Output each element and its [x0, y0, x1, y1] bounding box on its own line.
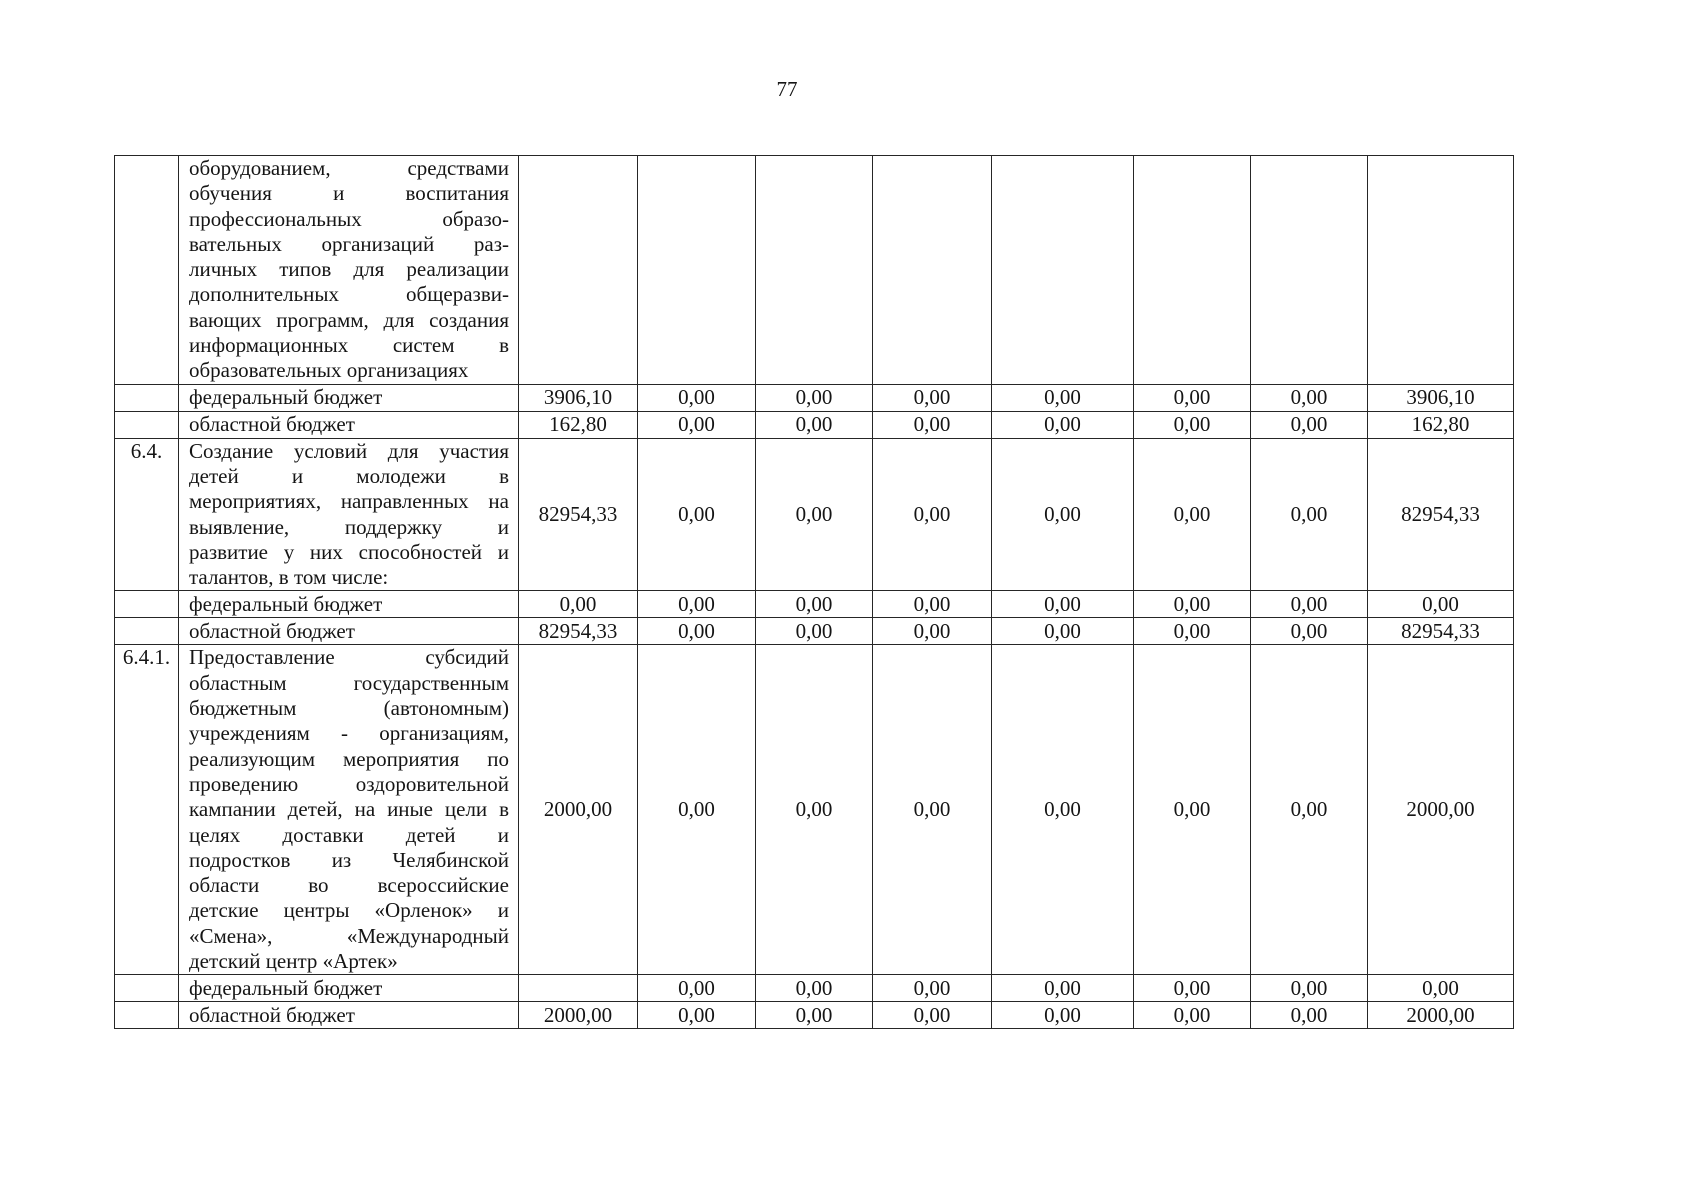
description-cell [179, 411, 519, 438]
value-cell: 2000,00 [1368, 1002, 1514, 1029]
value-cell: 0,00 [873, 618, 992, 645]
description-line: профессиональных образо- [189, 206, 509, 231]
value-cell: 0,00 [756, 1002, 873, 1029]
value-cell: 0,00 [1251, 384, 1368, 411]
value-cell [1134, 156, 1251, 385]
description-line: личных типов для реализации [189, 257, 509, 282]
value-cell: 0,00 [638, 1002, 756, 1029]
value-cell: 82954,33 [1368, 438, 1514, 591]
value-cell: 0,00 [873, 975, 992, 1002]
description-line: области во всероссийские [189, 873, 509, 898]
value-cell: 0,00 [873, 438, 992, 591]
description-line: федеральный бюджет [189, 591, 383, 616]
value-cell: 0,00 [638, 975, 756, 1002]
value-cell: 2000,00 [1368, 645, 1514, 975]
description-line: выявление, поддержку и [189, 514, 509, 539]
item-number-cell: 6.4. [115, 438, 179, 591]
table-row [115, 156, 1514, 385]
description-cell [179, 438, 519, 591]
item-number-cell: 6.4.1. [115, 645, 179, 975]
value-cell: 0,00 [1251, 645, 1368, 975]
value-cell: 82954,33 [1368, 618, 1514, 645]
value-cell: 0,00 [1134, 1002, 1251, 1029]
description-line: информационных систем в [189, 333, 509, 358]
value-cell: 0,00 [992, 591, 1134, 618]
table-body [115, 156, 1514, 1029]
description-line: целях доставки детей и [189, 822, 509, 847]
value-cell: 0,00 [1251, 591, 1368, 618]
description-line: детские центры «Орленок» и [189, 898, 509, 923]
page-number: 77 [776, 77, 798, 101]
value-cell: 0,00 [1134, 411, 1251, 438]
value-cell [638, 156, 756, 385]
value-cell: 0,00 [638, 384, 756, 411]
table-row [115, 411, 1514, 438]
description-line: «Смена», «Международный [189, 923, 509, 948]
value-cell: 0,00 [756, 645, 873, 975]
value-cell: 0,00 [873, 411, 992, 438]
item-number-cell [115, 411, 179, 438]
value-cell: 0,00 [1251, 438, 1368, 591]
value-cell: 0,00 [756, 618, 873, 645]
description-cell [179, 645, 519, 975]
value-cell: 0,00 [992, 384, 1134, 411]
description-line: вающих программ, для создания [189, 307, 509, 332]
value-cell: 0,00 [638, 411, 756, 438]
value-cell: 2000,00 [519, 645, 638, 975]
table-row [115, 618, 1514, 645]
description-line: бюджетным (автономным) [189, 696, 509, 721]
value-cell: 0,00 [873, 591, 992, 618]
description-cell [179, 618, 519, 645]
value-cell: 0,00 [992, 975, 1134, 1002]
description-line: развитие у них способностей и [189, 539, 509, 564]
value-cell: 0,00 [1251, 618, 1368, 645]
description-line: областной бюджет [189, 1002, 355, 1027]
value-cell: 0,00 [638, 591, 756, 618]
value-cell: 0,00 [756, 438, 873, 591]
description-line: федеральный бюджет [189, 385, 383, 410]
item-number-cell [115, 975, 179, 1002]
table-row [115, 645, 1514, 975]
description-line: детский центр «Артек» [189, 949, 398, 974]
description-line: мероприятиях, направленных на [189, 489, 509, 514]
value-cell: 0,00 [1251, 411, 1368, 438]
value-cell: 0,00 [992, 1002, 1134, 1029]
description-line: талантов, в том числе: [189, 565, 389, 590]
value-cell: 0,00 [1134, 975, 1251, 1002]
description-line: областным государственным [189, 670, 509, 695]
value-cell: 0,00 [992, 645, 1134, 975]
value-cell: 0,00 [1134, 438, 1251, 591]
item-number-cell [115, 591, 179, 618]
value-cell: 3906,10 [519, 384, 638, 411]
value-cell: 0,00 [638, 438, 756, 591]
description-line: кампании детей, на иные цели в [189, 797, 509, 822]
description-line: обучения и воспитания [189, 181, 509, 206]
value-cell: 0,00 [756, 975, 873, 1002]
value-cell: 2000,00 [519, 1002, 638, 1029]
value-cell [992, 156, 1134, 385]
description-line: учреждениям - организациям, [189, 721, 509, 746]
value-cell: 0,00 [638, 618, 756, 645]
value-cell: 3906,10 [1368, 384, 1514, 411]
description-line: образовательных организациях [189, 358, 469, 383]
description-line: Предоставление субсидий [189, 645, 509, 670]
description-line: оборудованием, средствами [189, 156, 509, 180]
table-row [115, 975, 1514, 1002]
value-cell: 0,00 [992, 438, 1134, 591]
description-cell [179, 384, 519, 411]
value-cell: 162,80 [1368, 411, 1514, 438]
value-cell: 0,00 [873, 645, 992, 975]
table-row [115, 591, 1514, 618]
value-cell: 0,00 [519, 591, 638, 618]
value-cell [1368, 156, 1514, 385]
description-line: дополнительных общеразви- [189, 282, 509, 307]
value-cell [519, 156, 638, 385]
description-line: вательных организаций раз- [189, 231, 509, 256]
value-cell: 0,00 [756, 591, 873, 618]
value-cell: 0,00 [1134, 591, 1251, 618]
value-cell: 0,00 [1368, 975, 1514, 1002]
value-cell: 0,00 [1134, 645, 1251, 975]
value-cell: 0,00 [756, 384, 873, 411]
value-cell: 0,00 [756, 411, 873, 438]
budget-table [114, 155, 1514, 1029]
value-cell: 162,80 [519, 411, 638, 438]
description-line: федеральный бюджет [189, 975, 383, 1000]
description-line: проведению оздоровительной [189, 771, 509, 796]
value-cell: 0,00 [992, 411, 1134, 438]
item-number-cell [115, 384, 179, 411]
value-cell: 0,00 [992, 618, 1134, 645]
item-number-cell [115, 618, 179, 645]
value-cell: 0,00 [1134, 384, 1251, 411]
value-cell: 82954,33 [519, 438, 638, 591]
value-cell: 0,00 [638, 645, 756, 975]
item-number-cell [115, 1002, 179, 1029]
description-line: детей и молодежи в [189, 463, 509, 488]
item-number-cell [115, 156, 179, 385]
description-cell [179, 975, 519, 1002]
description-line: областной бюджет [189, 618, 355, 643]
value-cell [756, 156, 873, 385]
value-cell [873, 156, 992, 385]
value-cell [519, 975, 638, 1002]
value-cell: 0,00 [1251, 975, 1368, 1002]
description-line: Создание условий для участия [189, 438, 509, 463]
value-cell [1251, 156, 1368, 385]
value-cell: 82954,33 [519, 618, 638, 645]
table-row [115, 384, 1514, 411]
value-cell: 0,00 [873, 1002, 992, 1029]
table-row [115, 438, 1514, 591]
description-line: реализующим мероприятия по [189, 746, 509, 771]
value-cell: 0,00 [873, 384, 992, 411]
value-cell: 0,00 [1368, 591, 1514, 618]
table-row [115, 1002, 1514, 1029]
description-line: областной бюджет [189, 412, 355, 437]
description-line: подростков из Челябинской [189, 847, 509, 872]
description-cell [179, 591, 519, 618]
description-cell [179, 1002, 519, 1029]
value-cell: 0,00 [1251, 1002, 1368, 1029]
description-cell [179, 156, 519, 385]
value-cell: 0,00 [1134, 618, 1251, 645]
